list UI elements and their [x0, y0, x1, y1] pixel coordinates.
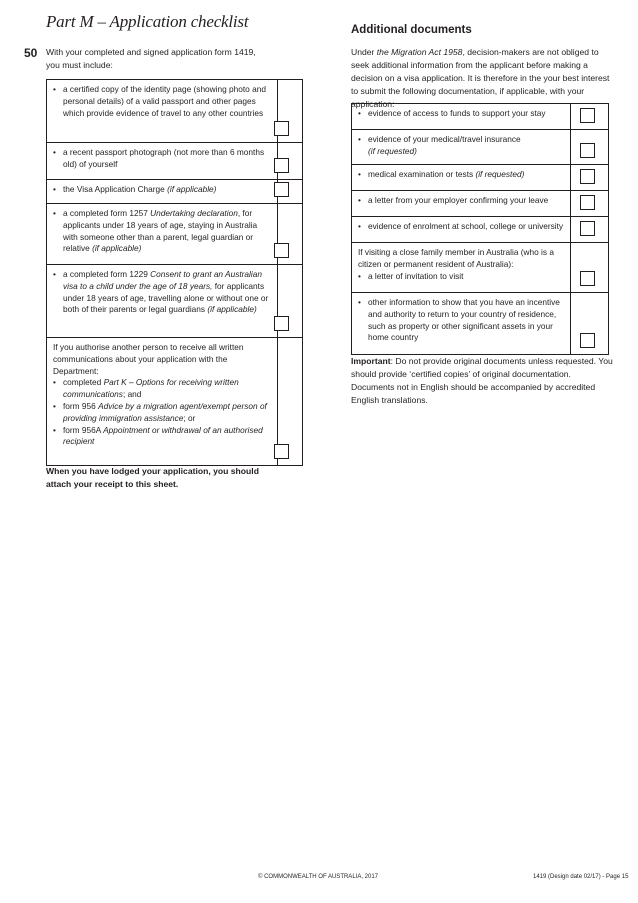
checklist-row: [47, 265, 303, 338]
checklist-row: [47, 204, 303, 265]
additional-documents-title: Additional documents: [351, 24, 472, 36]
checkbox[interactable]: [274, 121, 289, 136]
bullet: •: [53, 84, 56, 94]
item-text-italic: (if applicable): [207, 304, 257, 315]
page-footer: 1419 (Design date 02/17) - Page 15: [533, 874, 629, 880]
item-text-italic: Part K – Options for receiving written communications: [63, 377, 239, 400]
checklist-item: [47, 143, 278, 180]
item-text: a completed form 1229: [63, 269, 151, 279]
checklist-item: [352, 130, 571, 165]
application-checklist-table: [46, 79, 303, 466]
checklist-item: [47, 204, 278, 265]
bullet: •: [53, 400, 56, 411]
bullet: •: [358, 221, 361, 231]
important-label: Important: [351, 356, 391, 366]
bullet: •: [53, 269, 56, 279]
checklist-row: [352, 130, 609, 165]
checklist-row: [47, 143, 303, 180]
bullet: •: [358, 297, 361, 307]
item-text: ; or: [183, 412, 196, 423]
checkbox[interactable]: [580, 333, 595, 348]
checklist-row: [352, 217, 609, 243]
checkbox[interactable]: [580, 143, 595, 158]
checklist-row: [352, 165, 609, 191]
checkbox[interactable]: [580, 221, 595, 236]
checklist-item: [47, 180, 278, 204]
item-text-italic: Undertaking declaration: [150, 208, 238, 218]
checklist-row: [352, 104, 609, 130]
checklist-row: [47, 80, 303, 143]
item-text-italic: (if requested): [368, 145, 417, 156]
item-text-italic: (if applicable): [167, 184, 217, 194]
bullet: •: [358, 108, 361, 118]
bullet: •: [358, 270, 361, 281]
bullet: •: [53, 377, 56, 388]
checkbox[interactable]: [580, 195, 595, 210]
important-note: Important: Do not provide original documents unless requested. You should provide ‘certified copies’ of original documentation. Documents not in English should be accompanied by accredited English translations.: [351, 356, 613, 405]
item-text: evidence of your medical/travel insurance: [368, 134, 521, 144]
checkbox[interactable]: [580, 271, 595, 286]
item-text-italic: Consent to grant an Australian visa to a child under the age of 18 years,: [63, 269, 262, 291]
bullet: •: [53, 184, 56, 194]
checklist-item: [352, 165, 571, 191]
item-text: form 956A: [63, 424, 104, 435]
item-text: evidence of access to funds to support your stay: [368, 108, 546, 118]
bullet: •: [53, 208, 56, 218]
family-block: [352, 243, 571, 293]
item-text: a recent passport photograph (not more than 6 months old) of yourself: [63, 147, 265, 169]
item-text-italic: Advice by a migration agent/exempt person of providing immigration assistance: [63, 400, 267, 423]
item-text-italic: (if applicable): [92, 243, 142, 254]
authorise-lead: If you authorise another person to receive all written communications about your application with the Department:: [53, 342, 244, 376]
checkbox[interactable]: [274, 158, 289, 173]
additional-documents-table: [351, 103, 609, 355]
item-text: form 956: [63, 400, 99, 411]
checklist-item: [352, 104, 571, 130]
bullet: •: [53, 147, 56, 157]
checklist-item: [352, 217, 571, 243]
item-text: for applicants under 18 years of age, travelling alone or without one or both of their parents or legal guardians: [63, 280, 269, 315]
family-lead: If visiting a close family member in Australia (who is a citizen or permanent resident of Australia):: [358, 247, 554, 269]
item-text: other information to show that you have an incentive and authority to return to your country of residence, such as property or other significant assets in your home country: [368, 297, 560, 343]
checklist-item: [47, 80, 278, 143]
item-text-italic: (if requested): [475, 169, 525, 179]
additional-documents-intro: Under the Migration Act 1958, decision-makers are not obliged to seek additional information from the applicant before making a decision on a visa application. It is therefore in the your best interest to submit the following documentation, if applicable, with your application:: [351, 47, 610, 109]
checkbox[interactable]: [580, 169, 595, 184]
act-name: the Migration Act 1958: [376, 47, 463, 57]
item-text: a letter from your employer confirming your leave: [368, 195, 549, 205]
checkbox[interactable]: [274, 316, 289, 331]
bullet: •: [358, 169, 361, 179]
checklist-item: [352, 293, 571, 355]
checkbox[interactable]: [274, 243, 289, 258]
bullet: •: [358, 195, 361, 205]
checklist-item: [47, 265, 278, 338]
authorise-block: [47, 338, 278, 466]
item-text: , for applicants under 18 years of age, staying in Australia with someone other than a parent, legal guardian or relative: [63, 208, 258, 254]
item-text: the Visa Application Charge: [63, 184, 168, 194]
checklist-item: [352, 191, 571, 217]
checklist-row: [47, 180, 303, 204]
checklist-row: [352, 293, 609, 355]
receipt-note: When you have lodged your application, you should attach your receipt to this sheet.: [46, 466, 259, 489]
item-text: ; and: [122, 389, 142, 400]
item-text: a letter of invitation to visit: [368, 270, 464, 281]
item-text: evidence of enrolment at school, college or university: [368, 221, 564, 231]
checklist-row: [352, 243, 609, 293]
copyright-footer: © COMMONWEALTH OF AUSTRALIA, 2017: [258, 874, 378, 880]
item-text-italic: Appointment or withdrawal of an authorised recipient: [63, 424, 263, 447]
checklist-row: [47, 338, 303, 466]
question-number: 50: [24, 46, 38, 60]
question-intro: With your completed and signed application form 1419, you must include:: [46, 47, 256, 70]
checkbox[interactable]: [274, 444, 289, 459]
checkbox[interactable]: [580, 108, 595, 123]
bullet: •: [358, 134, 361, 144]
part-title: Part M – Application checklist: [46, 12, 249, 31]
item-text: medical examination or tests: [368, 169, 476, 179]
checkbox[interactable]: [274, 182, 289, 197]
checklist-row: [352, 191, 609, 217]
item-text: a certified copy of the identity page (showing photo and personal details) of a valid passport and other pages which provide evidence of travel to any other countries: [63, 84, 266, 118]
item-text: completed: [63, 377, 104, 388]
bullet: •: [53, 424, 56, 435]
item-text: a completed form 1257: [63, 208, 151, 218]
